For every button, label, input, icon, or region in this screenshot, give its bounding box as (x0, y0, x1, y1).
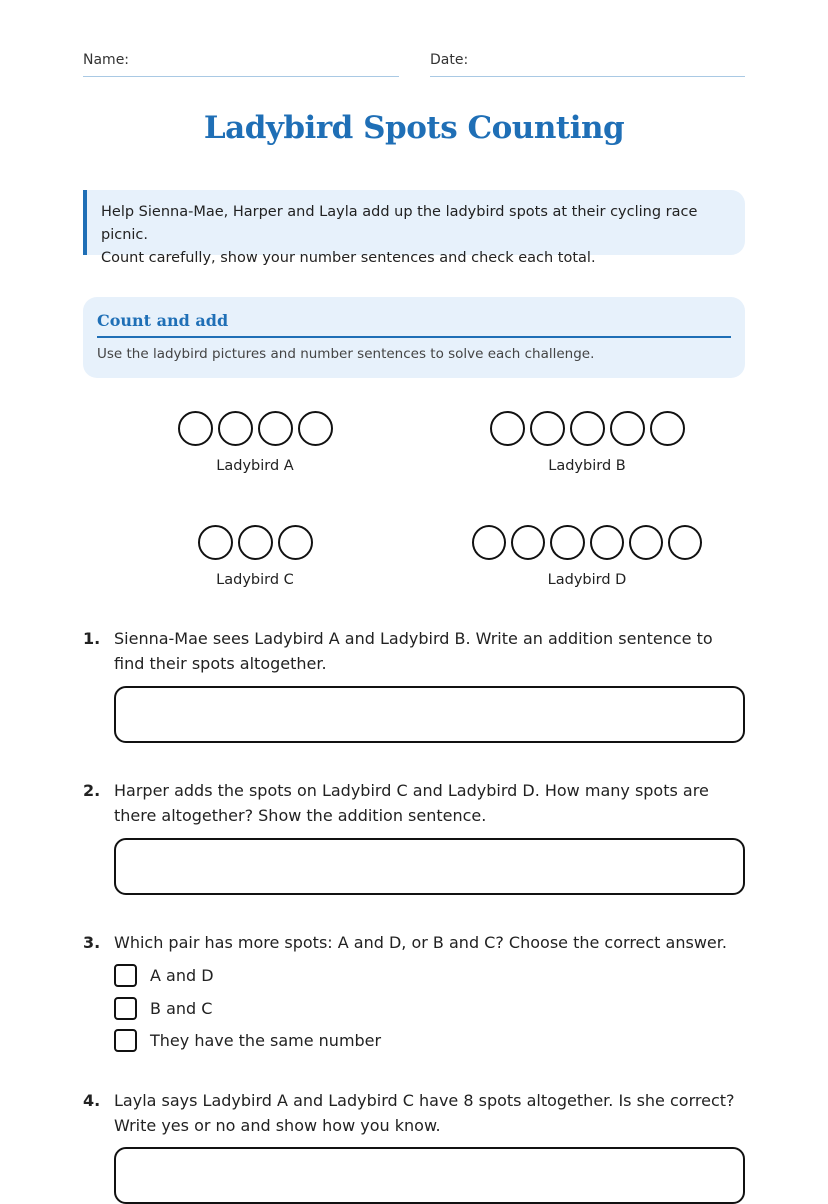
intro-box (83, 190, 745, 266)
spot-circle (258, 411, 293, 446)
answer-box-2[interactable] (114, 838, 745, 895)
question-number: 2. (83, 781, 101, 800)
date-line (430, 76, 745, 77)
question-4 (83, 1088, 745, 1138)
date-label: Date: (430, 52, 469, 68)
question-number: 4. (83, 1091, 101, 1110)
question-text: Layla says Ladybird A and Ladybird C have 8 spots altogether. Is she correct? Write yes or no and show how you know. (114, 1091, 735, 1135)
spot-circle (610, 411, 645, 446)
question-number: 3. (83, 933, 101, 952)
spot-circle (629, 525, 663, 560)
checkbox[interactable] (114, 964, 137, 987)
page-title: Ladybird Spots Counting (203, 110, 625, 146)
option-a-and-d[interactable] (114, 964, 214, 987)
spot-circle (550, 525, 584, 560)
ladybird-label: Ladybird C (216, 572, 294, 588)
date-field[interactable] (430, 52, 468, 68)
spot-row (472, 525, 702, 560)
spot-circle (238, 525, 273, 560)
option-b-and-c[interactable] (114, 997, 212, 1020)
spot-row (140, 525, 370, 560)
spot-circle (650, 411, 685, 446)
ladybird-c (140, 525, 370, 588)
option-same-number[interactable] (114, 1029, 381, 1052)
spot-circle (298, 411, 333, 446)
spot-circle (178, 411, 213, 446)
option-label: They have the same number (150, 1031, 382, 1050)
ladybird-label: Ladybird A (216, 458, 294, 474)
spot-circle (490, 411, 525, 446)
checkbox[interactable] (114, 997, 137, 1020)
section-heading: Count and add (97, 311, 731, 338)
question-text: Sienna-Mae sees Ladybird A and Ladybird B. Write an addition sentence to find their spots altogether. (114, 629, 713, 673)
answer-box-1[interactable] (114, 686, 745, 743)
spot-circle (570, 411, 605, 446)
option-label: B and C (150, 999, 213, 1018)
question-number: 1. (83, 629, 101, 648)
ladybird-label: Ladybird B (548, 458, 626, 474)
name-line (83, 76, 399, 77)
name-label: Name: (83, 52, 130, 68)
spot-circle (218, 411, 253, 446)
ladybird-b (472, 411, 702, 474)
spot-circle (198, 525, 233, 560)
intro-line-2: Count carefully, show your number sentences and check each total. (101, 250, 596, 266)
section-instruction: Use the ladybird pictures and number sentences to solve each challenge. (97, 346, 595, 362)
question-text: Harper adds the spots on Ladybird C and Ladybird D. How many spots are there altogether? Show the addition sentence. (114, 781, 709, 825)
question-text: Which pair has more spots: A and D, or B and C? Choose the correct answer. (114, 933, 727, 952)
answer-box-4[interactable] (114, 1147, 745, 1204)
ladybird-d (472, 525, 702, 588)
spot-circle (590, 525, 624, 560)
spot-circle (668, 525, 702, 560)
question-3 (83, 930, 745, 955)
question-1 (83, 626, 745, 676)
spot-row (472, 411, 702, 446)
question-2 (83, 778, 745, 828)
section-box (83, 297, 745, 378)
ladybird-a (140, 411, 370, 474)
checkbox[interactable] (114, 1029, 137, 1052)
name-field[interactable] (83, 52, 129, 68)
intro-line-1: Help Sienna-Mae, Harper and Layla add up the ladybird spots at their cycling race picnic. (101, 204, 698, 243)
spot-circle (278, 525, 313, 560)
spot-circle (472, 525, 506, 560)
spot-row (140, 411, 370, 446)
ladybird-label: Ladybird D (547, 572, 627, 588)
option-label: A and D (150, 966, 214, 985)
spot-circle (511, 525, 545, 560)
spot-circle (530, 411, 565, 446)
